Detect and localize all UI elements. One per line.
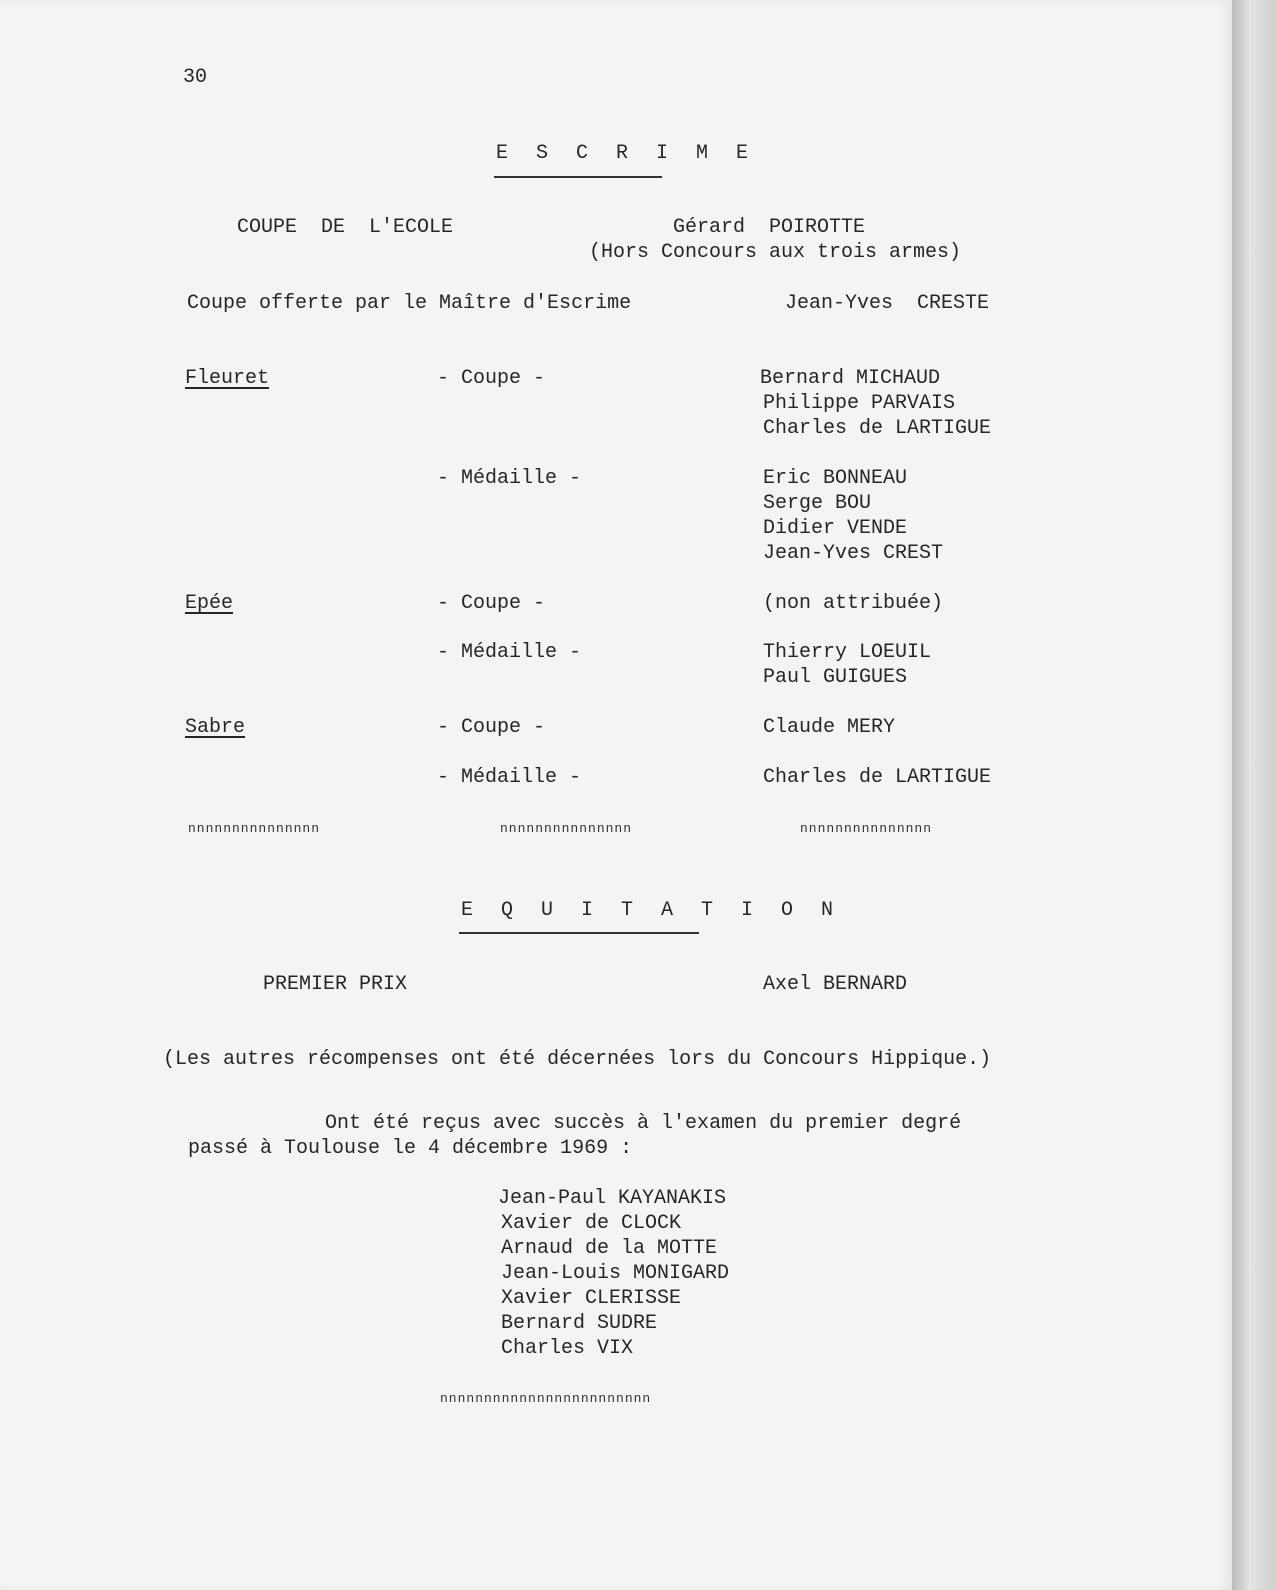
fleuret-medaille-winner: Eric BONNEAU <box>763 467 908 490</box>
fleuret-medaille-winner: Jean-Yves CREST <box>763 542 944 565</box>
exam-name: Charles VIX <box>501 1337 634 1360</box>
coupe-maitre-label: Coupe offerte par le Maître d'Escrime <box>187 292 632 315</box>
exam-name: Xavier de CLOCK <box>501 1212 682 1235</box>
equitation-heading-rule <box>459 932 699 934</box>
escrime-heading: E S C R I M E <box>496 142 757 165</box>
fleuret-coupe-winner: Charles de LARTIGUE <box>763 417 992 440</box>
epee-coupe-winner: (non attribuée) <box>763 592 944 615</box>
concours-hippique-note: (Les autres récompenses ont été décernées lors du Concours Hippique.) <box>163 1048 992 1071</box>
sabre-coupe-label: - Coupe - <box>437 716 546 739</box>
fleuret-medaille-winner: Serge BOU <box>763 492 872 515</box>
sabre-medaille-winner: Charles de LARTIGUE <box>763 766 992 789</box>
premier-prix-winner: Axel BERNARD <box>763 973 908 996</box>
epee-medaille-label: - Médaille - <box>437 641 582 664</box>
fleuret-medaille-label: - Médaille - <box>437 467 582 490</box>
exam-name: Arnaud de la MOTTE <box>501 1237 718 1260</box>
exam-name: Jean-Louis MONIGARD <box>501 1262 730 1285</box>
exam-name: Xavier CLERISSE <box>501 1287 682 1310</box>
final-separator-ornament: nnnnnnnnnnnnnnnnnnnnnnnn <box>440 1391 652 1406</box>
coupe-ecole-winner: Gérard POIROTTE <box>673 216 866 239</box>
fleuret-coupe-winner: Bernard MICHAUD <box>760 367 941 390</box>
separator-ornament: nnnnnnnnnnnnnnn <box>500 821 633 836</box>
exam-name: Bernard SUDRE <box>501 1312 658 1335</box>
page-number: 30 <box>183 66 208 89</box>
fleuret-medaille-winner: Didier VENDE <box>763 517 908 540</box>
epee-medaille-winner: Thierry LOEUIL <box>763 641 932 664</box>
escrime-heading-rule <box>494 176 662 178</box>
sabre-medaille-label: - Médaille - <box>437 766 582 789</box>
separator-ornament: nnnnnnnnnnnnnnn <box>188 821 321 836</box>
epee-coupe-label: - Coupe - <box>437 592 546 615</box>
exam-text-line1: Ont été reçus avec succès à l'examen du premier degré <box>325 1112 962 1135</box>
sabre-label: Sabre <box>185 716 246 739</box>
coupe-maitre-winner: Jean-Yves CRESTE <box>785 292 990 315</box>
sabre-coupe-winner: Claude MERY <box>763 716 896 739</box>
separator-ornament: nnnnnnnnnnnnnnn <box>800 821 933 836</box>
coupe-ecole-label: COUPE DE L'ECOLE <box>237 216 454 239</box>
fleuret-label: Fleuret <box>185 367 270 390</box>
exam-name: Jean-Paul KAYANAKIS <box>498 1187 727 1210</box>
fleuret-coupe-label: - Coupe - <box>437 367 546 390</box>
epee-label: Epée <box>185 592 234 615</box>
coupe-ecole-note: (Hors Concours aux trois armes) <box>589 241 962 264</box>
epee-medaille-winner: Paul GUIGUES <box>763 666 908 689</box>
page-edge <box>1232 0 1276 1590</box>
exam-text-line2: passé à Toulouse le 4 décembre 1969 : <box>188 1137 633 1160</box>
fleuret-coupe-winner: Philippe PARVAIS <box>763 392 956 415</box>
premier-prix-label: PREMIER PRIX <box>263 973 408 996</box>
equitation-heading: E Q U I T A T I O N <box>461 899 842 922</box>
